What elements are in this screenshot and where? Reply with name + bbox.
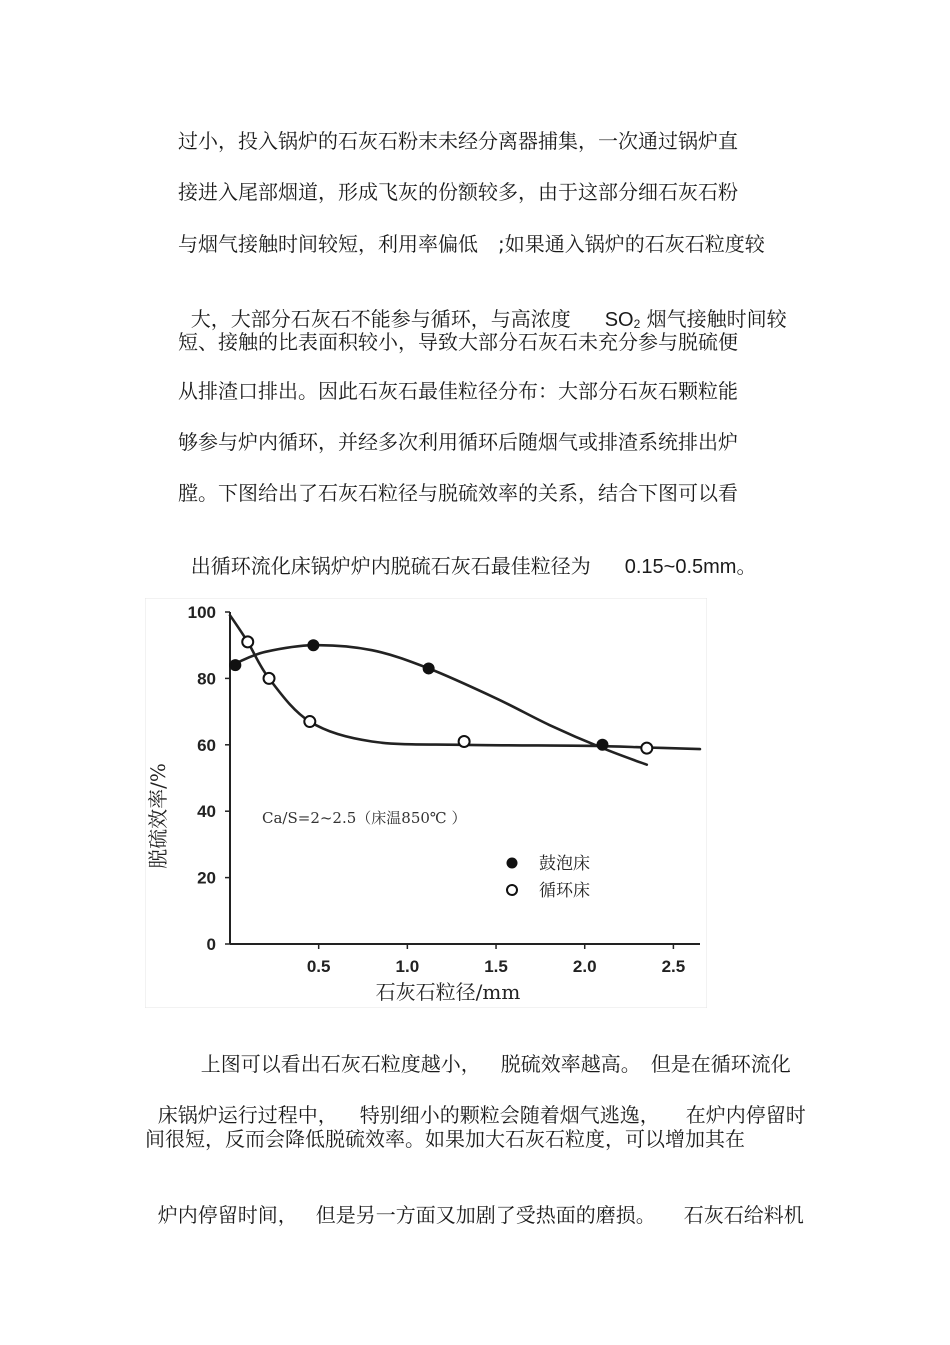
optimal-size-value: 0.15~0.5mm	[624, 556, 737, 578]
paragraph1-line-3: 与烟气接触时间较短，利用率偏低 ;如果通入锅炉的石灰石粒度较	[178, 232, 765, 256]
paragraph2-line-2	[145, 1079, 806, 1127]
data-point-bubbling-bed	[307, 639, 319, 651]
y-tick-label: 0	[206, 935, 216, 954]
chart-svg	[145, 598, 707, 1008]
data-point-circulating-bed	[242, 636, 253, 647]
legend-marker-bubbling-bed	[507, 858, 518, 869]
data-point-bubbling-bed	[596, 739, 608, 751]
data-point-circulating-bed	[459, 736, 470, 747]
p2-l1-b: 脱硫效率越高。	[500, 1052, 641, 1076]
x-axis-title: 石灰石粒径/mm	[375, 980, 521, 1004]
last-line-text: 出循环流化床锅炉炉内脱硫石灰石最佳粒径为	[190, 554, 591, 578]
data-point-circulating-bed	[264, 673, 275, 684]
paragraph2-line-3: 间很短，反而会降低脱硫效率。如果加大石灰石粒度，可以增加其在	[145, 1127, 745, 1151]
y-tick-label: 100	[187, 603, 216, 622]
p2-l4-c: 石灰石给料机	[683, 1203, 804, 1227]
paragraph1-line-7: 够参与炉内循环，并经多次利用循环后随烟气或排渣系统排出炉	[178, 430, 738, 454]
data-point-bubbling-bed	[229, 659, 241, 671]
last-line-period: 。	[736, 554, 757, 578]
so2-formula: SO	[604, 309, 634, 331]
p2-l2-a: 床锅炉运行过程中，	[157, 1103, 338, 1127]
paragraph1-line-1: 过小，投入锅炉的石灰石粉末未经分离器捕集，一次通过锅炉直	[178, 129, 738, 153]
paragraph1-line-6: 从排渣口排出。因此石灰石最佳粒径分布：大部分石灰石颗粒能	[178, 379, 738, 403]
y-tick-label: 80	[197, 669, 216, 689]
p2-l1-a: 上图可以看出石灰石粒度越小，	[200, 1052, 481, 1076]
paragraph1-line-2: 接进入尾部烟道，形成飞灰的份额较多，由于这部分细石灰石粉	[178, 180, 738, 204]
y-tick-label: 60	[197, 735, 216, 755]
efficiency-chart	[145, 598, 707, 1008]
p2-l2-c: 在炉内停留时	[685, 1103, 806, 1127]
p2-l1-c: 但是在循环流化	[650, 1052, 791, 1076]
paragraph1-line-8: 膛。下图给出了石灰石粒径与脱硫效率的关系，结合下图可以看	[178, 481, 738, 505]
paragraph2-line-4	[145, 1179, 804, 1227]
legend-marker-circulating-bed	[507, 885, 517, 895]
paragraph1-line-4	[178, 283, 787, 334]
data-point-circulating-bed	[304, 716, 315, 727]
x-tick-label: 2.5	[661, 957, 686, 976]
y-tick-label: 20	[197, 868, 216, 888]
paragraph1-line-5: 短、接触的比表面积较小，导致大部分石灰石未充分参与脱硫便	[178, 330, 738, 354]
line4-text-pre: 大，大部分石灰石不能参与循环，与高浓度	[190, 307, 571, 331]
p2-l4-a: 炉内停留时间，	[157, 1203, 298, 1227]
legend-label-circulating-bed: 循环床	[539, 881, 590, 901]
p2-l2-b: 特别细小的颗粒会随着烟气逃逸，	[359, 1103, 660, 1127]
paragraph1-line-9	[178, 530, 756, 579]
x-tick-label: 2.0	[572, 957, 597, 976]
p2-l4-b: 但是另一方面又加剧了受热面的磨损。	[315, 1203, 656, 1227]
legend-label-bubbling-bed: 鼓泡床	[539, 854, 590, 874]
so2-subscript: 2	[633, 317, 641, 331]
chart-annotation: Ca/S=2~2.5（床温850℃ ）	[262, 809, 467, 827]
y-axis-title: 脱硫效率/%	[146, 763, 170, 869]
y-tick-label: 40	[197, 802, 216, 822]
line4-text-post: 烟气接触时间较	[640, 307, 787, 331]
x-tick-label: 0.5	[306, 957, 331, 976]
data-point-bubbling-bed	[423, 662, 435, 674]
data-point-circulating-bed	[641, 743, 652, 754]
x-tick-label: 1.0	[395, 957, 420, 976]
paragraph2-line-1	[188, 1028, 791, 1076]
x-tick-label: 1.5	[484, 957, 508, 976]
